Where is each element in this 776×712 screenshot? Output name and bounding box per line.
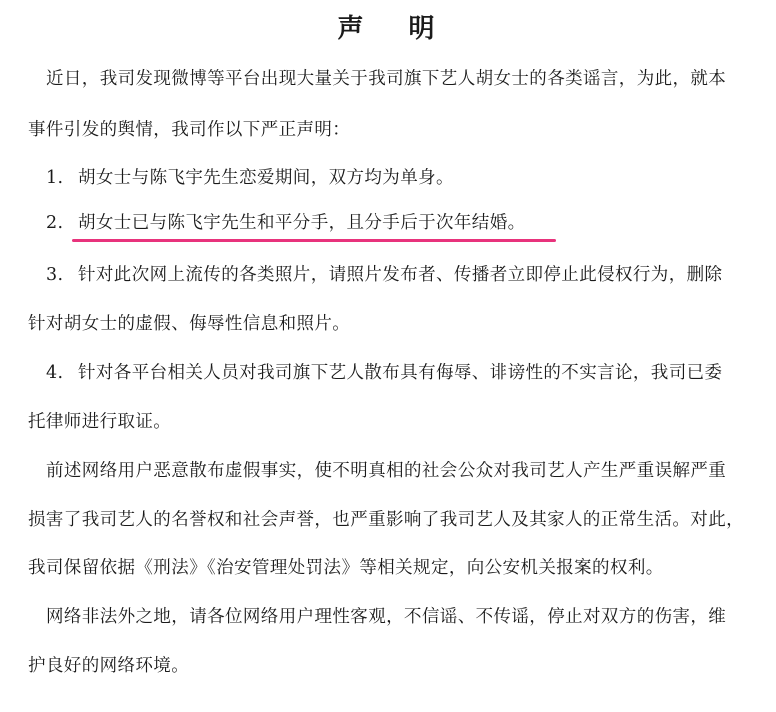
list-item-3 [46,263,722,287]
intro-line-1: 近日，我司发现微博等平台出现大量关于我司旗下艺人胡女士的各类谣言，为此，就本 [46,69,727,89]
list-item-4-number: 4. [46,363,64,383]
list-item-2-number: 2. [46,213,64,233]
list-item-2-text: 胡女士已与陈飞宇先生和平分手，且分手后于次年结婚。 [78,213,526,233]
paragraph-2-line-1: 网络非法外之地，请各位网络用户理性客观，不信谣、不传谣，停止对双方的伤害，维 [46,607,727,627]
paragraph-1-line-3: 我司保留依据《刑法》《治安管理处罚法》等相关规定，向公安机关报案的权利。 [28,558,664,578]
list-item-2 [46,211,526,235]
list-item-1 [46,166,454,190]
list-item-1-text: 胡女士与陈飞宇先生恋爱期间，双方均为单身。 [78,168,454,188]
list-item-3-text: 针对此次网上流传的各类照片，请照片发布者、传播者立即停止此侵权行为，删除 [78,265,723,285]
list-item-3-continuation: 针对胡女士的虚假、侮辱性信息和照片。 [28,314,351,334]
list-item-4 [46,361,722,385]
paragraph-1-line-2: 损害了我司艺人的名誉权和社会声誉，也严重影响了我司艺人及其家人的正常生活。对此， [28,510,744,530]
document-title: 声 明 [337,14,453,44]
paragraph-2-line-2: 护良好的网络环境。 [28,656,190,676]
highlight-underline [72,239,556,242]
list-item-4-text: 针对各平台相关人员对我司旗下艺人散布具有侮辱、诽谤性的不实言论，我司已委 [78,363,723,383]
list-item-3-number: 3. [46,265,64,285]
paragraph-1-line-1: 前述网络用户恶意散布虚假事实，使不明真相的社会公众对我司艺人产生严重误解严重 [46,461,727,481]
intro-line-2: 事件引发的舆情，我司作以下严正声明： [28,120,351,140]
list-item-4-continuation: 托律师进行取证。 [28,412,172,432]
list-item-1-number: 1. [46,168,64,188]
